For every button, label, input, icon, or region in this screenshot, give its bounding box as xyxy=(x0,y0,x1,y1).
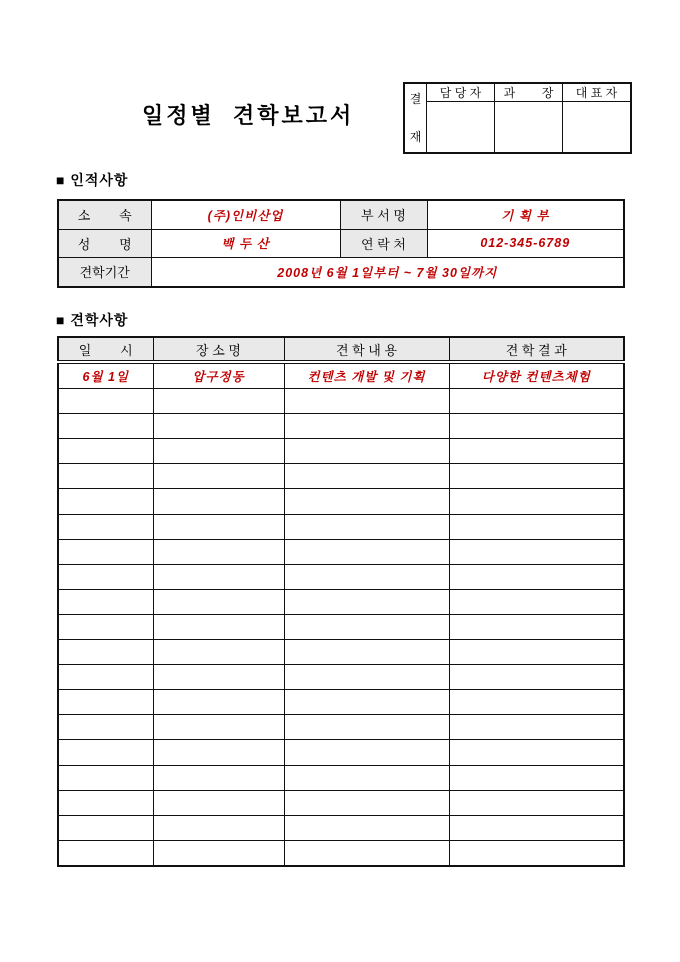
approval-sign-cell-representative xyxy=(563,102,632,154)
personal-row-affiliation xyxy=(58,200,624,229)
visit-cell xyxy=(58,765,153,790)
visit-cell xyxy=(58,665,153,690)
visit-row xyxy=(58,614,624,639)
visit-cell xyxy=(449,389,624,414)
visit-row xyxy=(58,514,624,539)
visit-cell xyxy=(284,389,449,414)
visit-row xyxy=(58,815,624,840)
visit-cell xyxy=(58,539,153,564)
visit-cell xyxy=(58,790,153,815)
visit-cell xyxy=(449,715,624,740)
visit-row xyxy=(58,790,624,815)
approval-sign-cell-manager xyxy=(495,102,563,154)
visit-row xyxy=(58,464,624,489)
visit-cell xyxy=(449,640,624,665)
value-period: 2008년 6월 1일부터 ~ 7월 30일까지 xyxy=(151,258,624,287)
visit-cell xyxy=(58,464,153,489)
visit-cell xyxy=(58,589,153,614)
visit-cell xyxy=(153,715,284,740)
visit-cell xyxy=(153,589,284,614)
visit-cell xyxy=(449,464,624,489)
personal-row-name xyxy=(58,229,624,258)
visit-row xyxy=(58,539,624,564)
visit-cell xyxy=(58,389,153,414)
visit-cell xyxy=(153,665,284,690)
approval-table xyxy=(403,82,632,154)
visit-row xyxy=(58,439,624,464)
visit-cell xyxy=(153,790,284,815)
visit-cell xyxy=(449,489,624,514)
visit-cell xyxy=(284,539,449,564)
value-contact: 012-345-6789 xyxy=(427,229,624,258)
visit-header-row xyxy=(58,337,624,362)
visit-cell xyxy=(58,715,153,740)
visit-cell xyxy=(153,765,284,790)
visit-cell xyxy=(449,740,624,765)
visit-cell xyxy=(284,815,449,840)
visit-cell xyxy=(58,564,153,589)
personal-row-period xyxy=(58,258,624,287)
visit-row xyxy=(58,414,624,439)
visit-cell xyxy=(153,514,284,539)
visit-cell xyxy=(284,665,449,690)
visit-cell xyxy=(284,489,449,514)
visit-row xyxy=(58,640,624,665)
visit-cell xyxy=(58,690,153,715)
visit-cell xyxy=(153,464,284,489)
visit-cell xyxy=(284,840,449,866)
visit-row xyxy=(58,690,624,715)
visit-cell xyxy=(284,640,449,665)
visit-col-result: 견 학 결 과 xyxy=(449,337,624,362)
visit-cell xyxy=(449,439,624,464)
visit-row xyxy=(58,715,624,740)
visit-cell xyxy=(153,840,284,866)
approval-sign-cell-staff xyxy=(427,102,495,154)
visit-row xyxy=(58,489,624,514)
visit-cell: 다양한 컨텐츠체험 xyxy=(449,362,624,389)
value-department: 기 획 부 xyxy=(427,200,624,229)
visit-cell xyxy=(284,589,449,614)
visit-cell xyxy=(284,564,449,589)
visit-cell: 압구정동 xyxy=(153,362,284,389)
label-department: 부 서 명 xyxy=(340,200,427,229)
visit-row xyxy=(58,564,624,589)
visit-cell xyxy=(153,640,284,665)
visit-cell xyxy=(449,840,624,866)
section-heading-personal: ■ 인적사항 xyxy=(56,172,129,188)
visit-col-place: 장 소 명 xyxy=(153,337,284,362)
visit-col-datetime: 일 시 xyxy=(58,337,153,362)
visit-cell xyxy=(58,439,153,464)
visit-cell xyxy=(284,790,449,815)
visit-cell: 6월 1일 xyxy=(58,362,153,389)
visit-row xyxy=(58,840,624,866)
visit-cell xyxy=(449,539,624,564)
visit-cell xyxy=(58,514,153,539)
visit-cell xyxy=(284,439,449,464)
visit-cell xyxy=(449,514,624,539)
visit-cell xyxy=(153,389,284,414)
personal-info-table xyxy=(57,199,625,288)
visit-cell xyxy=(153,690,284,715)
visit-row xyxy=(58,765,624,790)
visit-row xyxy=(58,362,624,389)
visit-cell xyxy=(58,840,153,866)
value-name: 백 두 산 xyxy=(151,229,340,258)
visit-cell xyxy=(58,640,153,665)
label-affiliation: 소 속 xyxy=(58,200,151,229)
approval-stamp-char-bottom: 재 xyxy=(409,130,422,144)
visit-cell xyxy=(449,589,624,614)
visit-cell xyxy=(153,740,284,765)
visit-row xyxy=(58,740,624,765)
visit-cell xyxy=(58,414,153,439)
visit-cell xyxy=(153,564,284,589)
visit-row xyxy=(58,589,624,614)
visit-cell xyxy=(284,740,449,765)
visit-cell xyxy=(284,765,449,790)
visit-cell xyxy=(449,614,624,639)
approval-stamp-label xyxy=(404,83,427,153)
label-name: 성 명 xyxy=(58,229,151,258)
visit-cell xyxy=(153,614,284,639)
section-heading-visit: ■ 견학사항 xyxy=(56,312,129,328)
visit-cell xyxy=(449,564,624,589)
visit-cell xyxy=(58,815,153,840)
visit-col-content: 견 학 내 용 xyxy=(284,337,449,362)
visit-cell xyxy=(284,690,449,715)
visit-cell xyxy=(449,690,624,715)
visit-table xyxy=(57,336,625,867)
visit-cell xyxy=(284,514,449,539)
visit-row xyxy=(58,665,624,690)
visit-cell xyxy=(284,464,449,489)
approval-col-manager: 과 장 xyxy=(495,83,563,102)
approval-stamp-char-top: 결 xyxy=(409,92,422,106)
visit-cell xyxy=(153,414,284,439)
visit-cell xyxy=(284,715,449,740)
visit-cell xyxy=(58,740,153,765)
label-period: 견학기간 xyxy=(58,258,151,287)
visit-cell xyxy=(449,815,624,840)
label-contact: 연 락 처 xyxy=(340,229,427,258)
visit-cell xyxy=(449,665,624,690)
visit-cell xyxy=(153,489,284,514)
visit-cell xyxy=(449,414,624,439)
visit-cell xyxy=(153,539,284,564)
visit-cell xyxy=(449,790,624,815)
visit-cell xyxy=(284,614,449,639)
visit-cell xyxy=(58,489,153,514)
approval-col-staff: 담 당 자 xyxy=(427,83,495,102)
value-affiliation: (주)인비산업 xyxy=(151,200,340,229)
visit-cell: 컨텐츠 개발 및 기획 xyxy=(284,362,449,389)
page-title: 일정별 견학보고서 xyxy=(142,103,355,128)
visit-table-body xyxy=(58,362,624,866)
visit-cell xyxy=(284,414,449,439)
visit-row xyxy=(58,389,624,414)
visit-cell xyxy=(58,614,153,639)
visit-cell xyxy=(449,765,624,790)
approval-col-representative: 대 표 자 xyxy=(563,83,632,102)
visit-cell xyxy=(153,815,284,840)
visit-cell xyxy=(153,439,284,464)
